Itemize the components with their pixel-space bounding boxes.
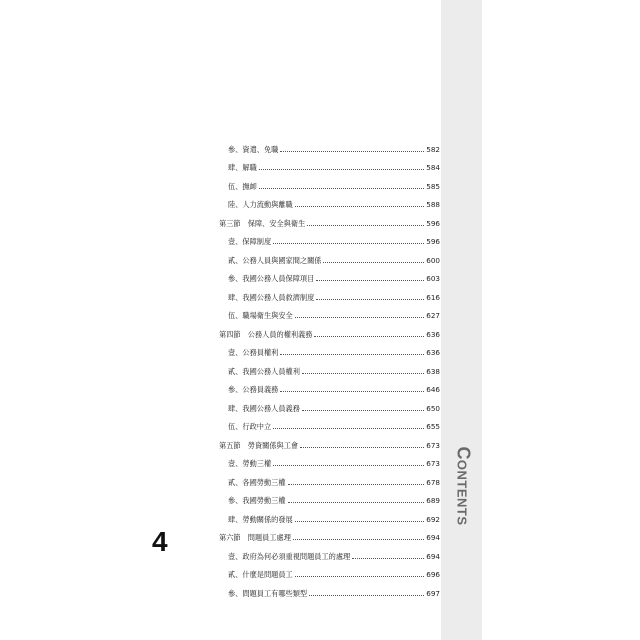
toc-entry-title: 陸、人力流動與離職 bbox=[228, 200, 293, 210]
toc-entry bbox=[219, 566, 440, 585]
toc-entry bbox=[219, 584, 440, 603]
toc-entry-page: 694 bbox=[426, 533, 440, 543]
toc-leader-dots bbox=[259, 169, 425, 170]
toc-leader-dots bbox=[316, 299, 424, 300]
toc-entry-title: 貳、我國公務人員權利 bbox=[228, 366, 300, 376]
toc-leader-dots bbox=[259, 188, 425, 189]
toc-leader-dots bbox=[295, 317, 425, 318]
toc-leader-dots bbox=[280, 151, 424, 152]
toc-entry-title: 參、我國勞動三權 bbox=[228, 496, 286, 506]
toc-entry bbox=[219, 492, 440, 511]
toc-entry-title: 壹、保障制度 bbox=[228, 237, 272, 247]
toc-leader-dots bbox=[273, 428, 424, 429]
toc-entry bbox=[219, 362, 440, 381]
toc-entry-title: 伍、行政中立 bbox=[228, 422, 272, 432]
toc-entry-title: 肆、我國公務人員救濟制度 bbox=[228, 292, 315, 302]
toc-leader-dots bbox=[314, 336, 424, 337]
toc-entry bbox=[219, 159, 440, 178]
toc-entry bbox=[219, 196, 440, 215]
table-of-contents bbox=[219, 140, 440, 603]
toc-entry-title: 第三節 保障、安全與衛生 bbox=[219, 218, 306, 228]
toc-leader-dots bbox=[302, 410, 424, 411]
toc-entry-title: 伍、撫卹 bbox=[228, 181, 257, 191]
page-number: 4 bbox=[152, 526, 168, 557]
toc-entry bbox=[219, 399, 440, 418]
toc-entry-title: 參、資遣、免職 bbox=[228, 144, 279, 154]
toc-leader-dots bbox=[323, 262, 424, 263]
toc-entry bbox=[219, 270, 440, 289]
toc-leader-dots bbox=[273, 243, 424, 244]
toc-leader-dots bbox=[293, 539, 424, 540]
toc-entry bbox=[219, 140, 440, 159]
toc-entry-title: 肆、勞動關係的發展 bbox=[228, 514, 293, 524]
toc-entry-page: 636 bbox=[426, 348, 440, 358]
toc-entry-title: 參、公務員義務 bbox=[228, 385, 279, 395]
toc-entry-title: 第四節 公務人員的權利義務 bbox=[219, 329, 313, 339]
toc-entry-page: 678 bbox=[426, 477, 440, 487]
toc-entry-title: 第六節 問題員工處理 bbox=[219, 533, 291, 543]
toc-entry-page: 692 bbox=[426, 514, 440, 524]
toc-entry bbox=[219, 344, 440, 363]
toc-entry bbox=[219, 381, 440, 400]
toc-entry-title: 壹、勞動三權 bbox=[228, 459, 272, 469]
toc-entry bbox=[219, 510, 440, 529]
toc-entry-title: 肆、我國公務人員義務 bbox=[228, 403, 300, 413]
toc-entry-page: 584 bbox=[426, 163, 440, 173]
toc-entry-page: 638 bbox=[426, 366, 440, 376]
toc-leader-dots bbox=[280, 391, 424, 392]
toc-entry bbox=[219, 251, 440, 270]
toc-leader-dots bbox=[316, 280, 424, 281]
toc-entry-page: 585 bbox=[426, 181, 440, 191]
toc-leader-dots bbox=[295, 521, 425, 522]
toc-entry-page: 603 bbox=[426, 274, 440, 284]
toc-entry-page: 600 bbox=[426, 255, 440, 265]
toc-entry-title: 參、問題員工有哪些類型 bbox=[228, 588, 308, 598]
toc-entry-title: 伍、職場衛生與安全 bbox=[228, 311, 293, 321]
contents-label: Contents bbox=[453, 446, 474, 526]
toc-entry bbox=[219, 455, 440, 474]
toc-entry-page: 596 bbox=[426, 218, 440, 228]
toc-entry-page: 588 bbox=[426, 200, 440, 210]
toc-leader-dots bbox=[295, 576, 425, 577]
toc-entry-title: 肆、解職 bbox=[228, 163, 257, 173]
toc-entry-page: 582 bbox=[426, 144, 440, 154]
toc-entry-page: 650 bbox=[426, 403, 440, 413]
toc-entry-page: 646 bbox=[426, 385, 440, 395]
toc-leader-dots bbox=[352, 558, 424, 559]
toc-entry-title: 貳、什麼是問題員工 bbox=[228, 570, 293, 580]
toc-entry-page: 616 bbox=[426, 292, 440, 302]
toc-section-entry bbox=[219, 436, 440, 455]
toc-entry bbox=[219, 547, 440, 566]
toc-section-entry bbox=[219, 529, 440, 548]
toc-leader-dots bbox=[307, 225, 424, 226]
toc-section-entry bbox=[219, 325, 440, 344]
contents-sidebar-band bbox=[441, 0, 482, 640]
toc-entry-page: 673 bbox=[426, 440, 440, 450]
toc-entry bbox=[219, 233, 440, 252]
toc-entry-page: 694 bbox=[426, 551, 440, 561]
toc-entry bbox=[219, 288, 440, 307]
toc-entry bbox=[219, 177, 440, 196]
toc-leader-dots bbox=[273, 465, 424, 466]
toc-entry bbox=[219, 307, 440, 326]
toc-entry-page: 636 bbox=[426, 329, 440, 339]
toc-entry-title: 壹、政府為何必須重視問題員工的處理 bbox=[228, 551, 351, 561]
toc-entry-page: 655 bbox=[426, 422, 440, 432]
toc-leader-dots bbox=[288, 502, 425, 503]
toc-leader-dots bbox=[288, 484, 425, 485]
toc-leader-dots bbox=[295, 206, 425, 207]
toc-entry-title: 貳、各國勞動三權 bbox=[228, 477, 286, 487]
toc-section-entry bbox=[219, 214, 440, 233]
toc-entry-page: 689 bbox=[426, 496, 440, 506]
toc-entry-page: 627 bbox=[426, 311, 440, 321]
toc-leader-dots bbox=[300, 447, 424, 448]
toc-entry-page: 696 bbox=[426, 570, 440, 580]
toc-entry-page: 673 bbox=[426, 459, 440, 469]
toc-entry-title: 第五節 勞資關係與工會 bbox=[219, 440, 299, 450]
toc-leader-dots bbox=[302, 373, 424, 374]
toc-entry bbox=[219, 473, 440, 492]
toc-leader-dots bbox=[309, 595, 424, 596]
toc-entry-title: 參、我國公務人員保障項目 bbox=[228, 274, 315, 284]
toc-entry-title: 貳、公務人員與國家間之關係 bbox=[228, 255, 322, 265]
toc-entry-page: 697 bbox=[426, 588, 440, 598]
toc-leader-dots bbox=[280, 354, 424, 355]
toc-entry-title: 壹、公務員權利 bbox=[228, 348, 279, 358]
toc-entry-page: 596 bbox=[426, 237, 440, 247]
toc-entry bbox=[219, 418, 440, 437]
